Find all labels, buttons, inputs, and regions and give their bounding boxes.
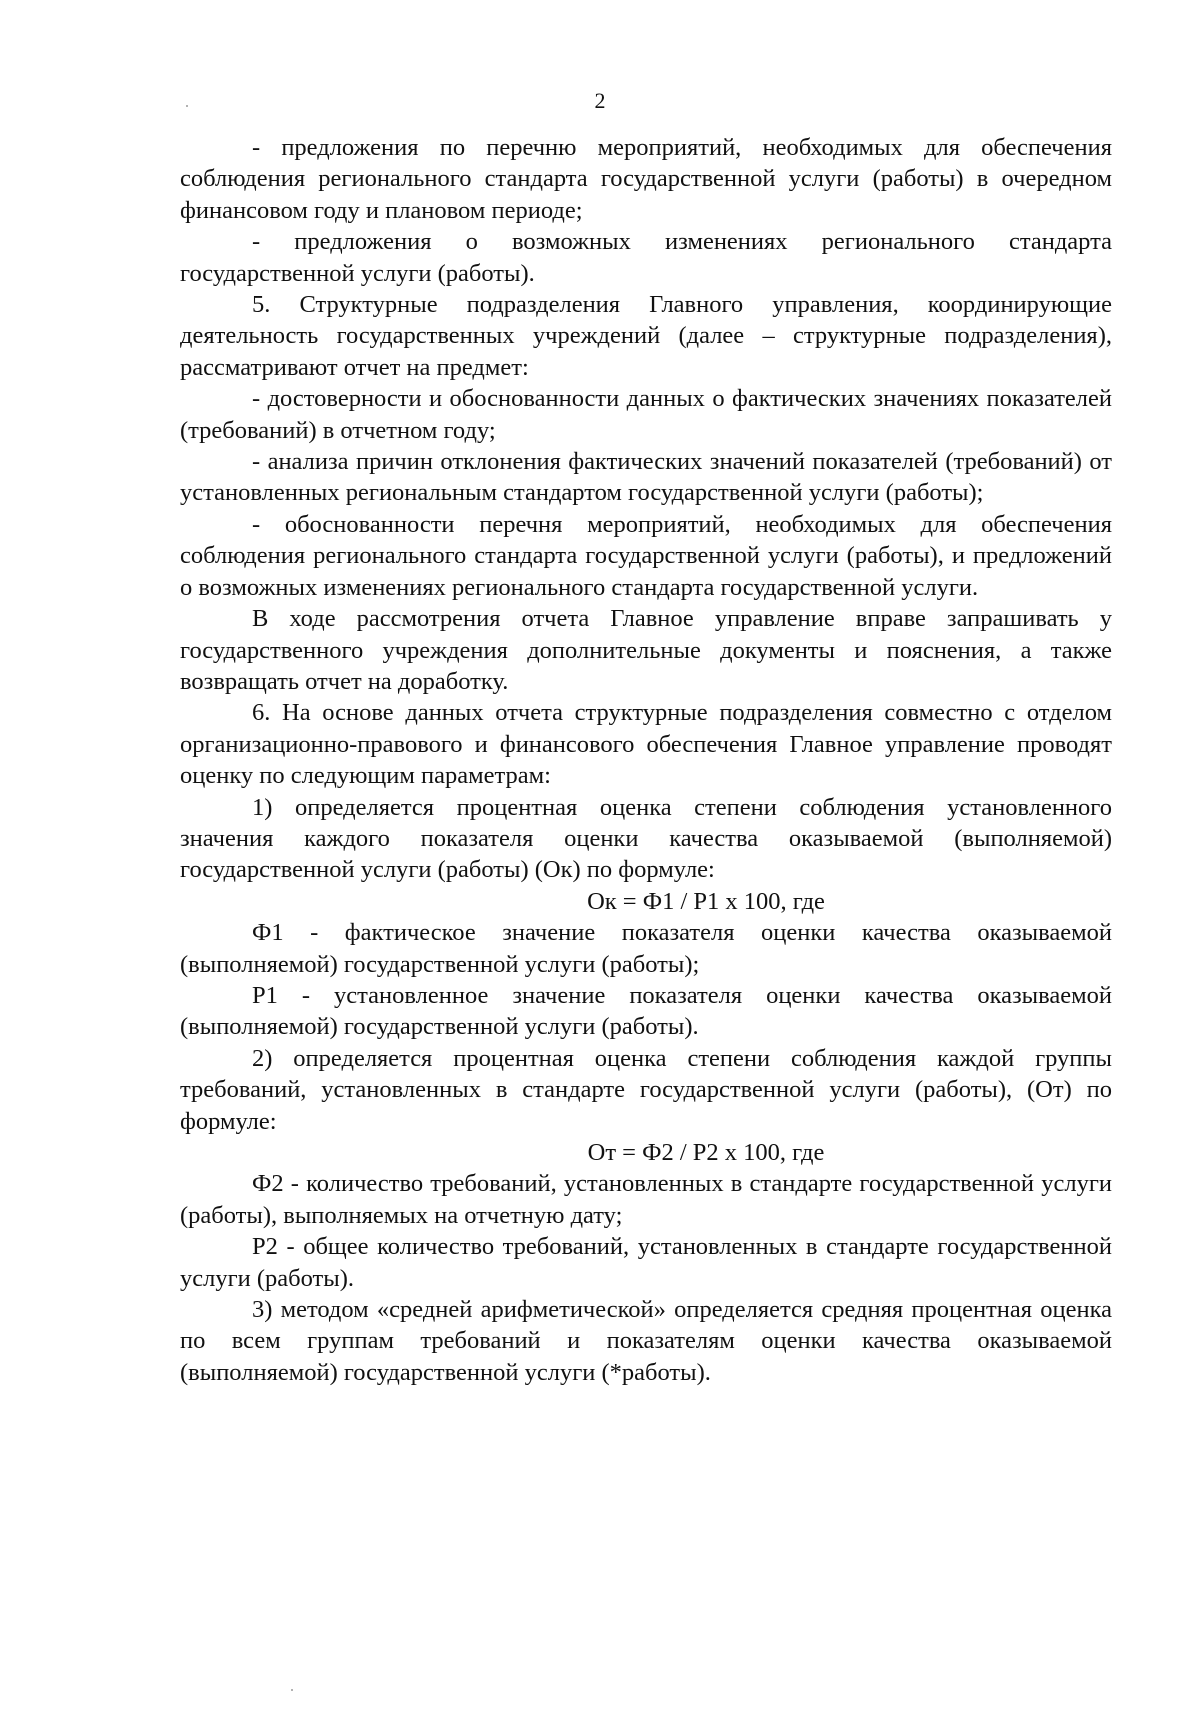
scan-speck (186, 105, 188, 107)
paragraph-proposals-measures: - предложения по перечню мероприятий, необходимых для обеспечения соблюдения регионального стандарта государственной услуги (работы) в очередном финансовом году и плановом периоде; (180, 134, 1112, 224)
paragraph-justification: - обоснованности перечня мероприятий, необходимых для обеспечения соблюдения регионального стандарта государственной услуги (работы), и предложений о возможных изменениях регионального стандарта государственной услуги. (180, 510, 1112, 601)
paragraph-reliability: - достоверности и обоснованности данных о фактических значениях показателей (требований) в отчетном году; (180, 385, 1112, 444)
paragraph-subitem-1: 1) определяется процентная оценка степени соблюдения установленного значения каждого показателя оценки качества оказываемой (выполняемой) государственной услуги (работы) (Ок) по формуле: (180, 793, 1112, 884)
paragraph-p1-definition: Р1 - установленное значение показателя оценки качества оказываемой (выполняемой) государственной услуги (работы). (180, 981, 1112, 1041)
paragraph-review-rights: В ходе рассмотрения отчета Главное управление вправе запрашивать у государственного учреждения дополнительные документы и пояснения, а также возвращать отчет на доработку. (180, 605, 1112, 695)
document-body (180, 132, 1112, 1388)
formula-ok: Ок = Ф1 / Р1 х 100, где (587, 887, 825, 915)
paragraph-item-5: 5. Структурные подразделения Главного управления, координирующие деятельность государственных учреждений (далее – структурные подразделения), рассматривают отчет на предмет: (180, 291, 1112, 381)
page-number: 2 (594, 88, 606, 113)
paragraph-subitem-3: 3) методом «средней арифметической» определяется средняя процентная оценка по всем группам требований и показателям оценки качества оказываемой (выполняемой) государственной услуги (*работы). (180, 1296, 1112, 1386)
paragraph-f1-definition: Ф1 - фактическое значение показателя оценки качества оказываемой (выполняемой) государственной услуги (работы); (180, 919, 1112, 978)
paragraph-item-6: 6. На основе данных отчета структурные подразделения совместно с отделом организационно-правового и финансового обеспечения Главное управление проводят оценку по следующим параметрам: (180, 699, 1112, 790)
paragraph-deviation-analysis: - анализа причин отклонения фактических значений показателей (требований) от установленных региональным стандартом государственной услуги (работы); (180, 448, 1112, 507)
scan-speck (291, 1689, 293, 1691)
paragraph-proposals-changes: - предложения о возможных изменениях регионального стандарта государственной услуги (работы). (180, 228, 1112, 287)
paragraph-f2-definition: Ф2 - количество требований, установленных в стандарте государственной услуги (работы), выполняемых на отчетную дату; (180, 1170, 1112, 1229)
formula-ot: От = Ф2 / Р2 х 100, где (587, 1139, 825, 1166)
paragraph-subitem-2: 2) определяется процентная оценка степени соблюдения каждой группы требований, установленных в стандарте государственной услуги (работы), (От) по формуле: (180, 1044, 1112, 1135)
paragraph-p2-definition: Р2 - общее количество требований, установленных в стандарте государственной услуги (работы). (180, 1233, 1112, 1292)
